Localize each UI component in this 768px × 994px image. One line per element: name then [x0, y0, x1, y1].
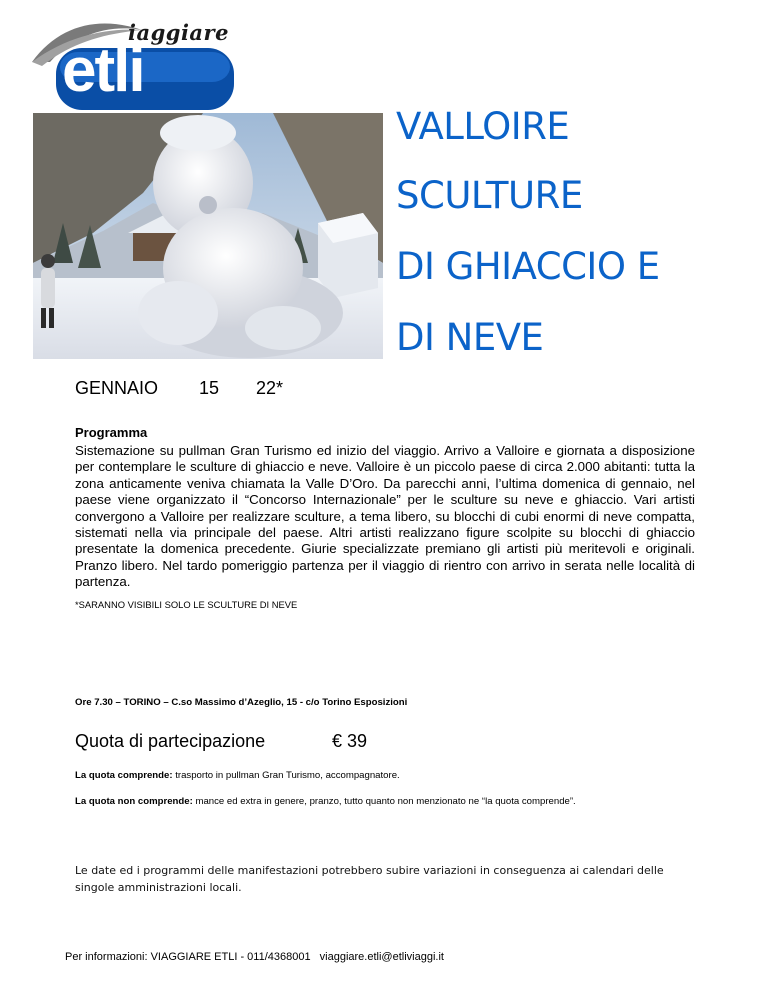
date-day-1: 15 [199, 378, 220, 398]
title-line-4: DI NEVE [396, 316, 544, 359]
disclaimer: Le date ed i programmi delle manifestazioni potrebbero subire variazioni in conseguenza ai calendari delle singole amministrazioni locali. [75, 864, 664, 894]
title-line-3: DI GHIACCIO E [396, 245, 660, 288]
includes-label: La quota comprende: [75, 770, 173, 781]
date-day-2: 22* [256, 378, 284, 398]
quota-includes [75, 770, 400, 781]
program-heading: Programma [75, 425, 148, 440]
date-month: GENNAIO [75, 378, 159, 398]
title-line-2: SCULTURE [396, 174, 583, 217]
title-line-1: VALLOIRE [396, 105, 570, 148]
quota-label: Quota di partecipazione [75, 731, 266, 751]
includes-text: trasporto in pullman Gran Turismo, accompagnatore. [172, 770, 400, 781]
footer-email[interactable]: viaggiare.etli@etliviaggi.it [319, 951, 444, 963]
excludes-label: La quota non comprende: [75, 796, 193, 807]
quota-excludes [75, 796, 576, 807]
footer-info: Per informazioni: VIAGGIARE ETLI - 011/4368001 [65, 951, 311, 963]
excludes-text: mance ed extra in genere, pranzo, tutto quanto non menzionato ne “la quota comprende”. [192, 796, 576, 807]
quota-price: € 39 [332, 731, 368, 751]
logo-script-text: iaggiare [128, 20, 229, 45]
snow-sculpture-photo [33, 113, 383, 359]
footer [65, 951, 450, 963]
program-note: *SARANNO VISIBILI SOLO LE SCULTURE DI NEVE [75, 599, 298, 610]
logo-wordmark: etli [62, 36, 144, 105]
departure-info: Ore 7.30 – TORINO – C.so Massimo d’Azeglio, 15 - c/o Torino Esposizioni [75, 697, 408, 708]
program-body: Sistemazione su pullman Gran Turismo ed inizio del viaggio. Arrivo a Valloire e giornata a disposizione per contemplare le sculture di ghiaccio e neve. Valloire è un piccolo paese di circa 2.000 abitanti: tutta la zona anticamente veniva chiamata la Valle D’Oro. Da parecchi anni, l’ultima domenica di gennaio, nel paese viene organizzato il “Concorso Internazionale” per le sculture su neve e ghiaccio. Vari artisti convergono a Valloire per realizzare sculture, a tema libero, su blocchi di cubi enormi di neve compatta, sistemati nella via principale del paese. Altri artisti realizzano figure scolpite su blocchi di ghiaccio presentate la domenica precedente. Giurie specializzate premiano gli artisti più meritevoli e originali. Pranzo libero. Nel tardo pomeriggio partenza per il viaggio di rientro con arrivo in serata nelle località di partenza. [75, 443, 695, 590]
